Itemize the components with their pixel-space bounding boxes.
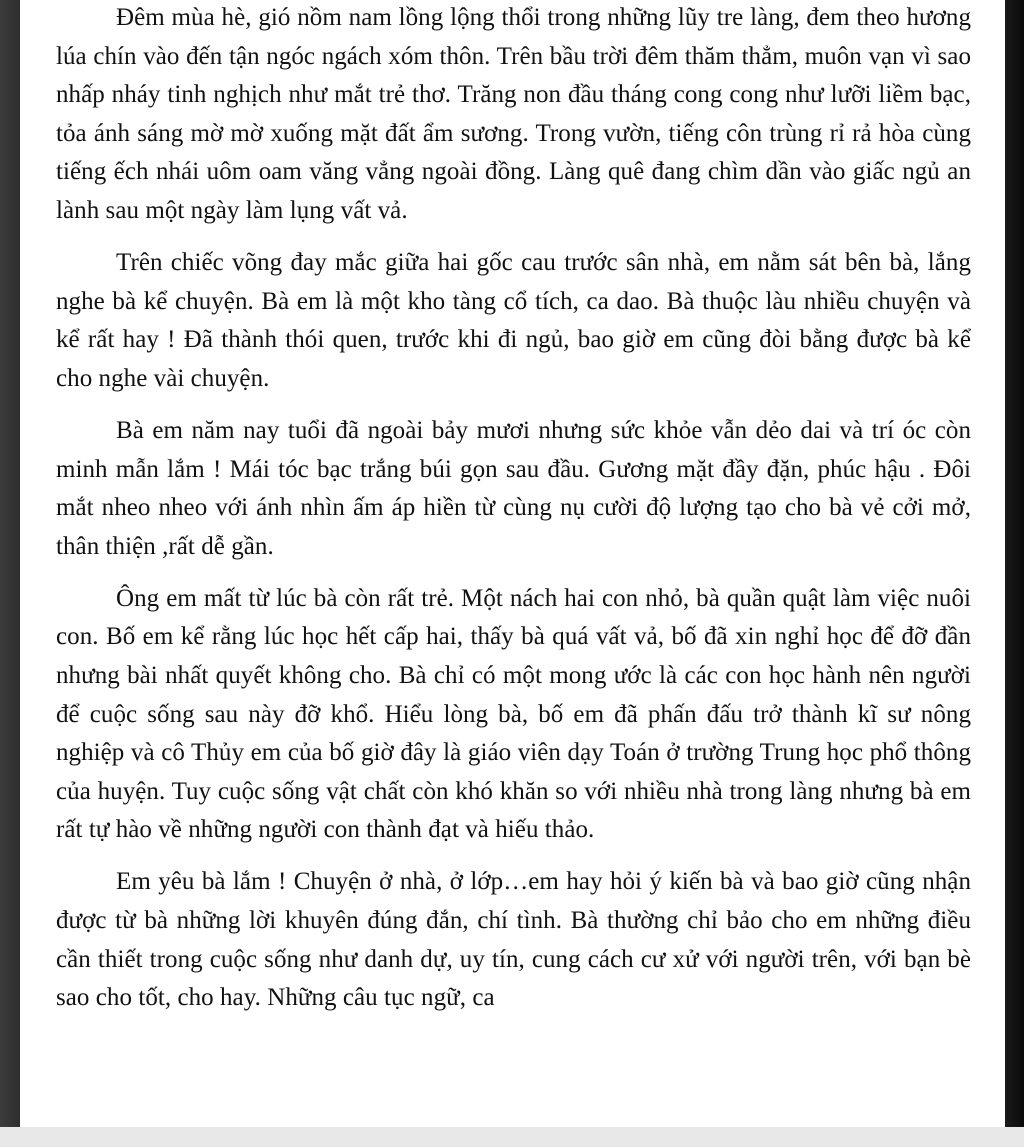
paragraph-1: Đêm mùa hè, gió nồm nam lồng lộng thổi trong những lũy tre làng, đem theo hương lúa chín vào đến tận ngóc ngách xóm thôn. Trên bầu trời đêm thăm thẳm, muôn vạn vì sao nhấp nháy tinh nghịch như mắt trẻ thơ. Trăng non đầu tháng cong cong như lưỡi liềm bạc, tỏa ánh sáng mờ mờ xuống mặt đất ẩm sương. Trong vườn, tiếng côn trùng rỉ rả hòa cùng tiếng ếch nhái uôm oam văng vẳng ngoài đồng. Làng quê đang chìm dần vào giấc ngủ an lành sau một ngày làm lụng vất vả. bbox=[56, 4, 971, 224]
document-page bbox=[20, 0, 1005, 1127]
document-body bbox=[56, 0, 971, 1018]
page-left-margin bbox=[0, 0, 20, 1147]
page-right-margin bbox=[1005, 0, 1024, 1147]
paragraph-5: Em yêu bà lắm ! Chuyện ở nhà, ở lớp…em hay hỏi ý kiến bà và bao giờ cũng nhận được từ bà những lời khuyên đúng đắn, chí tình. Bà thường chỉ bảo cho em những điều cần thiết trong cuộc sống như danh dự, uy tín, cung cách cư xử với người trên, với bạn bè sao cho tốt, cho hay. Những câu tục ngữ, ca bbox=[56, 868, 971, 1012]
paragraph-4: Ông em mất từ lúc bà còn rất trẻ. Một nách hai con nhỏ, bà quần quật làm việc nuôi con. Bố em kể rằng lúc học hết cấp hai, thấy bà quá vất vả, bố đã xin nghỉ học để đỡ đần nhưng bài nhất quyết không cho. Bà chỉ có một mong ước là các con học hành nên người để cuộc sống sau này đỡ khổ. Hiểu lòng bà, bố em đã phấn đấu trở thành kĩ sư nông nghiệp và cô Thủy em của bố giờ đây là giáo viên dạy Toán ở trường Trung học phổ thông của huyện. Tuy cuộc sống vật chất còn khó khăn so với nhiều nhà trong làng nhưng bà em rất tự hào về những người con thành đạt và hiếu thảo. bbox=[56, 584, 971, 844]
paragraph-2: Trên chiếc võng đay mắc giữa hai gốc cau trước sân nhà, em nằm sát bên bà, lắng nghe bà kể chuyện. Bà em là một kho tàng cổ tích, ca dao. Bà thuộc làu nhiều chuyện và kể rất hay ! Đã thành thói quen, trước khi đi ngủ, bao giờ em cũng đòi bằng được bà kể cho nghe vài chuyện. bbox=[56, 249, 971, 392]
page-bottom-margin bbox=[0, 1127, 1024, 1147]
paragraph-3: Bà em năm nay tuổi đã ngoài bảy mươi nhưng sức khỏe vẫn dẻo dai và trí óc còn minh mẫn lắm ! Mái tóc bạc trắng búi gọn sau đầu. Gương mặt đầy đặn, phúc hậu . Đôi mắt nheo nheo với ánh nhìn ấm áp hiền từ cùng nụ cười độ lượng tạo cho bà vẻ cởi mở, thân thiện ,rất dễ gần. bbox=[56, 416, 971, 560]
